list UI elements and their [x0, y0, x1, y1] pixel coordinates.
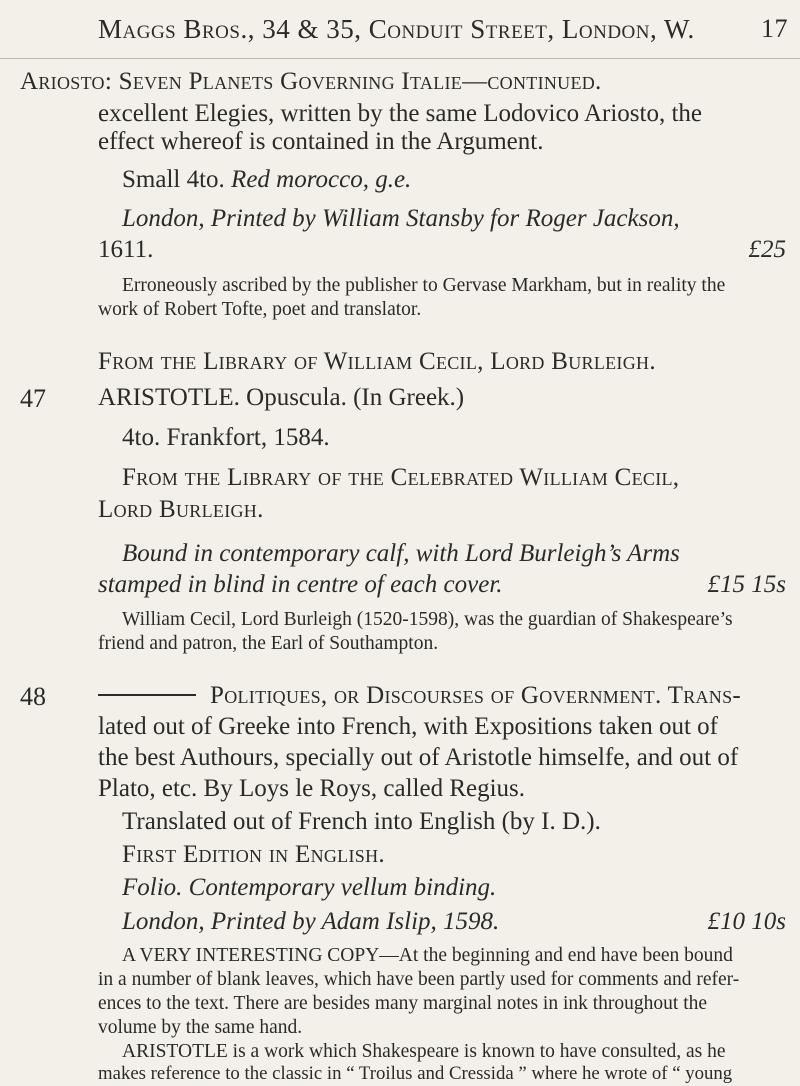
lot48-imprint: London, Printed by Adam Islip, 1598. — [122, 908, 500, 935]
provenance-heading: From the Library of William Cecil, Lord Burleigh. — [98, 348, 656, 375]
lot48-note1-4: volume by the same hand. — [98, 1017, 303, 1038]
intro-imprint: London, Printed by William Stansby for Roger Jackson, — [122, 205, 680, 232]
lot48-title-1 — [98, 682, 741, 710]
running-header — [98, 0, 788, 58]
intro-format-text: Small 4to. — [122, 166, 225, 193]
section-heading: Ariosto: Seven Planets Governing Italie—continued. — [20, 68, 602, 95]
lot48-note1-2: in a number of blank leaves, which have been partly used for comments and refer- — [98, 969, 740, 990]
lot48-note2-2: makes reference to the classic in “ Troilus and Cressida ” where he wrote of “ young — [98, 1063, 733, 1084]
intro-format — [122, 166, 411, 194]
intro-price: £25 — [748, 236, 786, 263]
lot48-translated: Translated out of French into English (by I. D.). — [122, 808, 601, 835]
lot48-title-4: Plato, etc. By Loys le Roys, called Regius. — [98, 775, 526, 802]
lot48-title-2: lated out of Greeke into French, with Expositions taken out of — [98, 713, 719, 740]
lot47-provenance-1: From the Library of the Celebrated William Cecil, — [122, 464, 680, 491]
intro-line-2: effect whereof is contained in the Argument. — [98, 128, 544, 155]
lot48-note1-3: ences to the text. There are besides many marginal notes in ink throughout the — [98, 993, 708, 1014]
lot48-format-binding: Folio. Contemporary vellum binding. — [122, 874, 497, 901]
lot47-binding-1: Bound in contemporary calf, with Lord Burleigh’s Arms — [122, 540, 680, 567]
lot47-title: ARISTOTLE. Opuscula. (In Greek.) — [98, 384, 465, 411]
lot47-note-1: William Cecil, Lord Burleigh (1520-1598), was the guardian of Shakespeare’s — [122, 609, 733, 630]
lot48-title-1-text: Politiques, or Discourses of Government. Trans- — [210, 682, 742, 709]
lot48-edition: First Edition in English. — [122, 841, 385, 868]
lot47-binding-2: stamped in blind in centre of each cover. — [98, 571, 503, 598]
header-rule — [0, 58, 800, 59]
lot48-note1-1: A VERY INTERESTING COPY—At the beginning and end have been bound — [122, 945, 733, 966]
lot-number-48: 48 — [20, 682, 46, 711]
intro-year: 1611. — [98, 236, 154, 263]
ditto-dash — [98, 694, 196, 696]
lot-number-47: 47 — [20, 384, 46, 413]
header-title: Maggs Bros., 34 & 35, Conduit Street, London, W. — [98, 13, 695, 44]
lot47-provenance-2: Lord Burleigh. — [98, 496, 264, 523]
lot48-price: £10 10s — [707, 908, 786, 935]
lot47-price: £15 15s — [707, 571, 786, 598]
intro-line-1: excellent Elegies, written by the same Lodovico Ariosto, the — [98, 100, 703, 127]
page-number: 17 — [761, 14, 788, 43]
lot48-title-3: the best Authours, specially out of Aristotle himselfe, and out of — [98, 744, 739, 771]
intro-note-1: Erroneously ascribed by the publisher to Gervase Markham, but in reality the — [122, 275, 726, 296]
intro-binding: Red morocco, g.e. — [231, 166, 412, 193]
lot47-note-2: friend and patron, the Earl of Southampton. — [98, 633, 439, 654]
lot47-imprint: 4to. Frankfort, 1584. — [122, 424, 330, 451]
lot48-note2-1: ARISTOTLE is a work which Shakespeare is known to have consulted, as he — [122, 1041, 726, 1062]
intro-note-2: work of Robert Tofte, poet and translator. — [98, 299, 422, 320]
